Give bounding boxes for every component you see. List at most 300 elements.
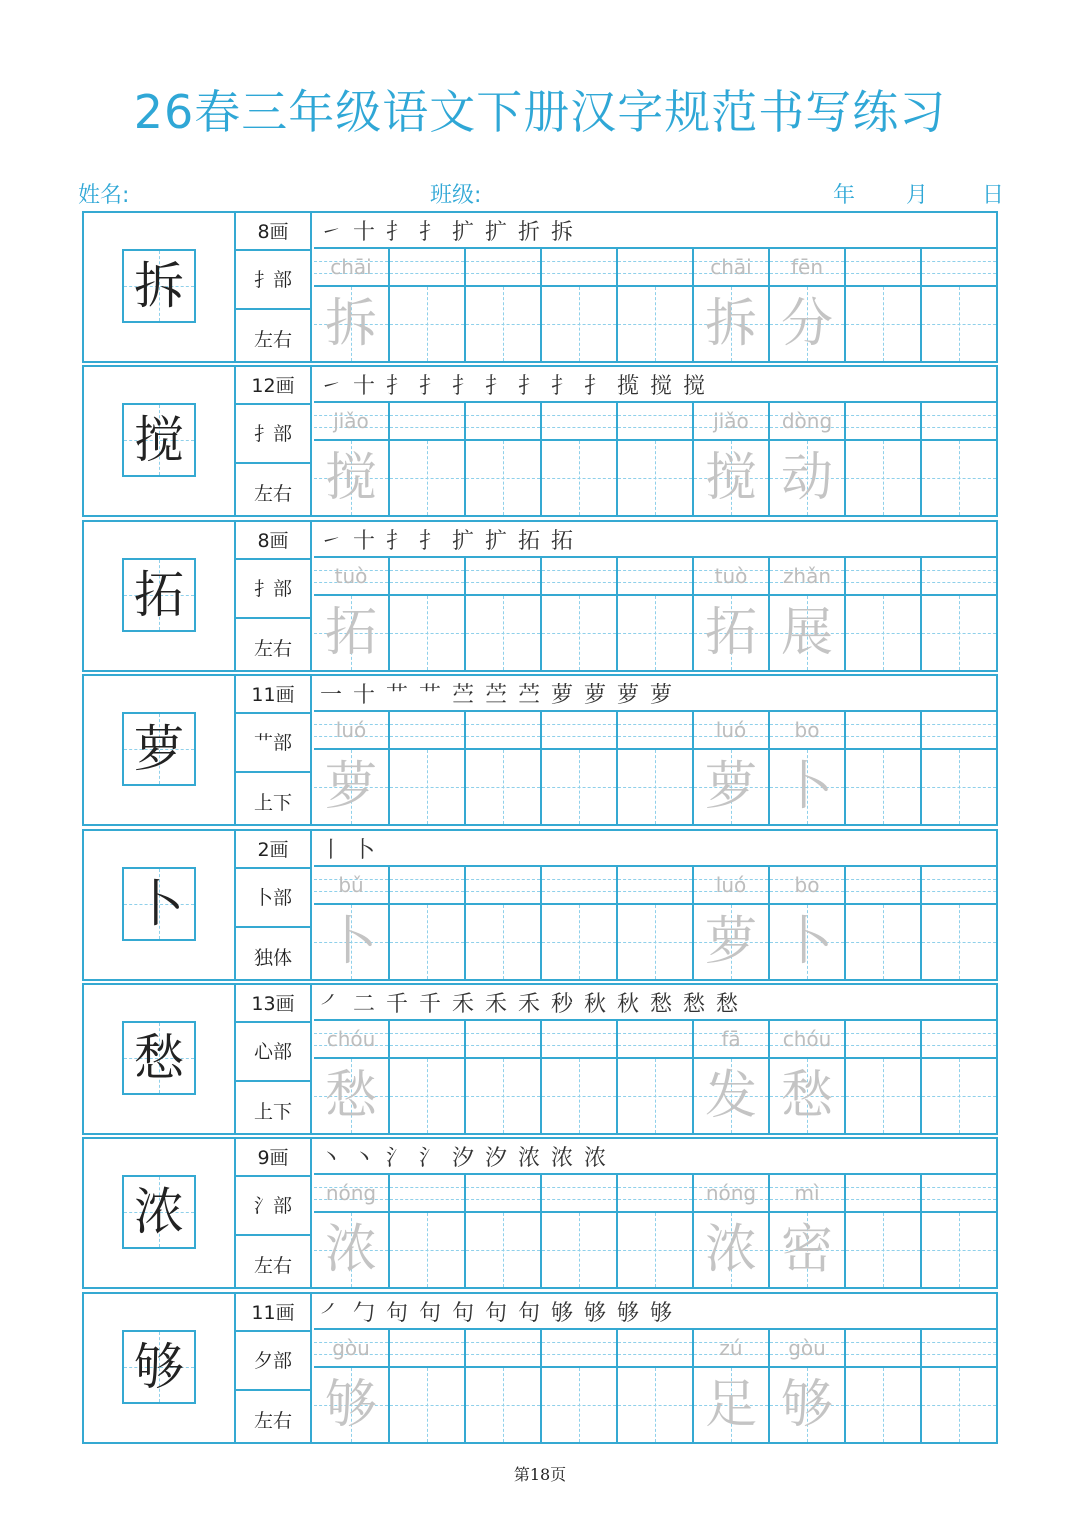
stroke-count: 12画 (251, 375, 295, 398)
pinyin-lines (542, 558, 616, 596)
writing-grid (314, 1330, 998, 1442)
model-cell (84, 985, 236, 1133)
pinyin-lines (922, 1021, 996, 1059)
trace-character (542, 596, 616, 670)
practice-cell[interactable] (314, 1175, 390, 1287)
stroke-step: 秋 (584, 991, 607, 1017)
model-cell (84, 831, 236, 979)
stroke-step: 拓 (551, 528, 574, 554)
pinyin-text: jiǎo (333, 409, 369, 434)
trace-character: 够 (324, 1374, 377, 1435)
pinyin-lines (390, 1330, 464, 1368)
model-character: 卜 (134, 874, 184, 933)
year-label: 年 (833, 183, 856, 208)
pinyin-lines (390, 712, 464, 750)
stroke-step: 句 (485, 1300, 508, 1326)
model-cell (84, 522, 236, 670)
stroke-step: ㇀ (320, 528, 343, 554)
pinyin-lines (846, 867, 920, 905)
stroke-step: 十 (353, 220, 376, 245)
practice-cell[interactable] (390, 1175, 466, 1287)
stroke-step: 拓 (518, 528, 541, 554)
stroke-count: 11画 (251, 1301, 295, 1324)
pinyin-lines (618, 558, 692, 596)
stroke-order-row (314, 985, 998, 1021)
stroke-step: 萝 (650, 683, 673, 709)
practice-cell[interactable] (314, 403, 390, 515)
pinyin-text: chóu (326, 1026, 376, 1051)
character-block (82, 365, 998, 517)
model-character: 愁 (134, 1028, 184, 1087)
pinyin-lines (846, 1175, 920, 1213)
trace-character (390, 1368, 464, 1442)
pinyin-lines (922, 712, 996, 750)
practice-cell[interactable] (694, 249, 770, 361)
pinyin-lines (922, 249, 996, 287)
pinyin-text: luó (715, 718, 747, 743)
stroke-step: 十 (353, 683, 376, 709)
pinyin-lines (466, 1330, 540, 1368)
day-label: 日 (982, 183, 1005, 208)
practice-cell[interactable] (922, 249, 998, 361)
practice-cell[interactable] (846, 403, 922, 515)
pinyin-text: chāi (710, 255, 752, 279)
stroke-step: 禾 (518, 991, 541, 1017)
practice-cell[interactable] (618, 1021, 694, 1133)
model-box (122, 403, 196, 477)
practice-cell[interactable] (846, 1021, 922, 1133)
pinyin-lines (542, 1021, 616, 1059)
practice-cell[interactable] (314, 867, 390, 979)
character-block (82, 1137, 998, 1289)
stroke-step: 扩 (452, 220, 475, 245)
stroke-step: 搅 (683, 374, 706, 400)
stroke-step: 汐 (452, 1146, 475, 1172)
pinyin-text: zhǎn (782, 563, 832, 588)
structure-label: 上下 (253, 1100, 292, 1123)
practice-cell[interactable] (846, 867, 922, 979)
practice-cell[interactable] (542, 558, 618, 670)
trace-character (466, 1059, 540, 1133)
trace-character: 拆 (324, 294, 377, 354)
stroke-step: 浓 (551, 1146, 574, 1172)
practice-cell[interactable] (390, 712, 466, 824)
pinyin-lines (390, 249, 464, 287)
stroke-order-row (314, 213, 998, 249)
trace-character (846, 1213, 920, 1287)
structure-label: 左右 (253, 637, 292, 660)
practice-cell[interactable] (466, 867, 542, 979)
stroke-step: 十 (353, 528, 376, 554)
model-box (122, 1330, 196, 1404)
practice-cell[interactable] (542, 712, 618, 824)
character-info (236, 1139, 312, 1287)
stroke-step: 扩 (485, 220, 508, 245)
pinyin-lines (618, 867, 692, 905)
writing-grid (314, 712, 998, 824)
trace-character (922, 441, 996, 515)
practice-cell[interactable] (770, 1175, 846, 1287)
stroke-step: 十 (353, 374, 376, 400)
practice-cell[interactable] (618, 1330, 694, 1442)
pinyin-lines (466, 1175, 540, 1213)
pinyin-text: nóng (325, 1181, 377, 1206)
practice-cell[interactable] (694, 558, 770, 670)
stroke-step: 拆 (551, 220, 574, 245)
stroke-step: 扌 (584, 374, 607, 400)
practice-cell[interactable] (770, 1330, 846, 1442)
pinyin-text: luó (335, 718, 367, 743)
practice-cell[interactable] (770, 249, 846, 361)
pinyin-text: dòng (781, 409, 833, 434)
trace-character: 萝 (704, 911, 757, 972)
practice-cell[interactable] (846, 249, 922, 361)
stroke-step: 搅 (650, 374, 673, 400)
stroke-step: 折 (518, 220, 541, 245)
stroke-step: 愁 (683, 991, 706, 1017)
stroke-step: 苎 (518, 683, 541, 709)
model-character: 浓 (134, 1183, 184, 1242)
stroke-step: 扌 (518, 374, 541, 400)
model-cell (84, 213, 236, 361)
trace-character: 动 (780, 448, 833, 509)
trace-character (922, 1059, 996, 1133)
stroke-step: 苎 (452, 683, 475, 709)
practice-cell[interactable] (466, 1330, 542, 1442)
practice-cell[interactable] (922, 558, 998, 670)
model-character: 够 (134, 1337, 184, 1396)
stroke-step: ㇒ (320, 991, 343, 1017)
pinyin-lines (542, 1330, 616, 1368)
pinyin-lines (846, 712, 920, 750)
practice-cell[interactable] (922, 1021, 998, 1133)
character-info (236, 522, 312, 670)
pinyin-lines (618, 403, 692, 441)
pinyin-lines (542, 712, 616, 750)
practice-cell[interactable] (390, 558, 466, 670)
practice-cell[interactable] (542, 1175, 618, 1287)
pinyin-text: jiǎo (713, 409, 749, 434)
stroke-step: 扌 (485, 374, 508, 400)
practice-cell[interactable] (466, 249, 542, 361)
trace-character (618, 1213, 692, 1287)
stroke-step: 浓 (518, 1146, 541, 1172)
page-title: 26春三年级语文下册汉字规范书写练习 (133, 85, 947, 139)
pinyin-lines (466, 558, 540, 596)
stroke-step: 苎 (485, 683, 508, 709)
stroke-step: 秒 (551, 991, 574, 1017)
trace-character (846, 287, 920, 361)
pinyin-lines (618, 1175, 692, 1213)
practice-cell[interactable] (618, 1175, 694, 1287)
model-box (122, 1175, 196, 1249)
trace-character (846, 1368, 920, 1442)
trace-character (390, 750, 464, 824)
trace-character (542, 441, 616, 515)
practice-cell[interactable] (618, 249, 694, 361)
stroke-step: 艹 (419, 683, 442, 709)
stroke-step: 够 (584, 1300, 607, 1326)
trace-character: 愁 (324, 1065, 377, 1126)
practice-cell[interactable] (618, 867, 694, 979)
character-info (236, 367, 312, 515)
pinyin-lines (390, 403, 464, 441)
writing-grid (314, 558, 998, 670)
trace-character (466, 1368, 540, 1442)
practice-cell[interactable] (466, 1175, 542, 1287)
character-info (236, 213, 312, 361)
practice-cell[interactable] (770, 712, 846, 824)
practice-cell[interactable] (314, 1021, 390, 1133)
practice-cell[interactable] (466, 712, 542, 824)
stroke-step: ㇀ (320, 220, 343, 245)
radical-label: 扌部 (253, 423, 292, 446)
practice-cell[interactable] (466, 403, 542, 515)
stroke-step: 扌 (419, 374, 442, 400)
stroke-step: 丨 (320, 837, 343, 863)
stroke-step: 扌 (419, 528, 442, 554)
structure-label: 左右 (253, 1255, 292, 1278)
pinyin-lines (542, 249, 616, 287)
structure-label: 上下 (253, 792, 292, 815)
stroke-step: 千 (386, 991, 409, 1017)
stroke-step: 够 (617, 1300, 640, 1326)
trace-character (922, 905, 996, 979)
pinyin-lines (390, 1175, 464, 1213)
pinyin-text: bo (794, 718, 820, 743)
practice-cell[interactable] (770, 403, 846, 515)
stroke-order-row (314, 1294, 998, 1330)
pinyin-text: tuò (334, 563, 368, 588)
trace-character (846, 905, 920, 979)
pinyin-lines (846, 558, 920, 596)
trace-character: 展 (780, 602, 833, 663)
model-box (122, 249, 196, 323)
practice-cell[interactable] (694, 1330, 770, 1442)
pinyin-lines (618, 249, 692, 287)
structure-label: 左右 (253, 1409, 292, 1432)
character-block (82, 1292, 998, 1444)
stroke-step: 汐 (485, 1146, 508, 1172)
trace-character: 卜 (324, 911, 377, 972)
practice-cell[interactable] (542, 249, 618, 361)
practice-cell[interactable] (922, 403, 998, 515)
trace-character (542, 750, 616, 824)
page-number: 第18页 (513, 1465, 567, 1484)
stroke-order-row (314, 367, 998, 403)
practice-cell[interactable] (542, 867, 618, 979)
stroke-step: 扌 (551, 374, 574, 400)
practice-cell[interactable] (922, 867, 998, 979)
trace-character: 浓 (324, 1220, 377, 1281)
pinyin-text: bǔ (338, 872, 364, 897)
stroke-step: 萝 (584, 683, 607, 709)
pinyin-lines (618, 1330, 692, 1368)
stroke-count: 8画 (257, 221, 289, 243)
character-block (82, 520, 998, 672)
practice-cell[interactable] (694, 712, 770, 824)
stroke-step: 禾 (452, 991, 475, 1017)
stroke-step: ㇒ (320, 1300, 343, 1326)
practice-cell[interactable] (314, 712, 390, 824)
practice-cell[interactable] (466, 1021, 542, 1133)
trace-character: 搅 (324, 448, 377, 509)
character-block (82, 674, 998, 826)
stroke-step: 氵 (419, 1146, 442, 1172)
trace-character (466, 1213, 540, 1287)
trace-character: 拆 (704, 294, 757, 354)
stroke-order-row (314, 1139, 998, 1175)
stroke-step: 句 (419, 1300, 442, 1326)
stroke-count: 8画 (257, 529, 289, 552)
pinyin-lines (542, 1175, 616, 1213)
model-cell (84, 676, 236, 824)
practice-cell[interactable] (846, 712, 922, 824)
trace-character (922, 1213, 996, 1287)
stroke-step: 扩 (452, 528, 475, 554)
trace-character: 够 (780, 1374, 833, 1435)
pinyin-lines (922, 558, 996, 596)
practice-cell[interactable] (390, 1021, 466, 1133)
stroke-step: 卜 (353, 837, 376, 863)
pinyin-text: nóng (705, 1181, 757, 1206)
practice-cell[interactable] (694, 1021, 770, 1133)
model-cell (84, 367, 236, 515)
practice-cell[interactable] (390, 403, 466, 515)
practice-blocks (82, 211, 998, 1446)
practice-cell[interactable] (618, 558, 694, 670)
stroke-step: 扌 (452, 374, 475, 400)
pinyin-text: luó (715, 872, 747, 897)
pinyin-lines (922, 1330, 996, 1368)
stroke-order-row (314, 522, 998, 558)
structure-label: 左右 (253, 483, 292, 506)
practice-cell[interactable] (390, 867, 466, 979)
character-info (236, 831, 312, 979)
practice-cell[interactable] (390, 249, 466, 361)
pinyin-lines (390, 1021, 464, 1059)
trace-character: 愁 (780, 1065, 833, 1126)
pinyin-text: mì (794, 1181, 820, 1206)
pinyin-text: chāi (330, 255, 372, 279)
stroke-step: 扌 (386, 220, 409, 245)
model-cell (84, 1139, 236, 1287)
pinyin-lines (846, 249, 920, 287)
stroke-order-row (314, 676, 998, 712)
trace-character: 萝 (704, 757, 757, 818)
practice-cell[interactable] (694, 403, 770, 515)
practice-cell[interactable] (846, 1175, 922, 1287)
character-info (236, 1294, 312, 1442)
practice-cell[interactable] (770, 1021, 846, 1133)
practice-cell[interactable] (922, 712, 998, 824)
stroke-step: 二 (353, 991, 376, 1017)
character-info (236, 676, 312, 824)
trace-character (618, 441, 692, 515)
model-character: 拆 (134, 257, 184, 315)
pinyin-text: fēn (790, 255, 824, 279)
practice-cell[interactable] (846, 558, 922, 670)
stroke-count: 9画 (257, 1147, 289, 1170)
practice-cell[interactable] (314, 558, 390, 670)
trace-character (466, 750, 540, 824)
practice-cell[interactable] (542, 403, 618, 515)
practice-cell[interactable] (390, 1330, 466, 1442)
trace-character (542, 1059, 616, 1133)
writing-grid (314, 249, 998, 361)
pinyin-text: chóu (782, 1026, 832, 1051)
structure-label: 左右 (253, 329, 292, 351)
stroke-step: 千 (419, 991, 442, 1017)
pinyin-lines (466, 249, 540, 287)
trace-character (466, 287, 540, 361)
pinyin-lines (390, 558, 464, 596)
character-block (82, 211, 998, 363)
practice-cell[interactable] (314, 1330, 390, 1442)
pinyin-text: fā (721, 1026, 741, 1051)
stroke-step: 艹 (386, 683, 409, 709)
trace-character (846, 750, 920, 824)
trace-character (618, 596, 692, 670)
pinyin-lines (846, 1330, 920, 1368)
pinyin-lines (846, 1021, 920, 1059)
practice-cell[interactable] (618, 403, 694, 515)
radical-label: 心部 (253, 1040, 292, 1063)
writing-grid (314, 1021, 998, 1133)
practice-cell[interactable] (542, 1021, 618, 1133)
trace-character: 浓 (704, 1220, 757, 1281)
practice-cell[interactable] (466, 558, 542, 670)
trace-character (846, 441, 920, 515)
stroke-step: 扌 (419, 220, 442, 245)
practice-cell[interactable] (922, 1330, 998, 1442)
trace-character (390, 441, 464, 515)
model-box (122, 712, 196, 786)
stroke-step: 句 (452, 1300, 475, 1326)
stroke-count: 2画 (257, 838, 289, 861)
character-info (236, 985, 312, 1133)
trace-character (618, 1059, 692, 1133)
trace-character (542, 287, 616, 361)
pinyin-lines (466, 867, 540, 905)
trace-character (542, 905, 616, 979)
trace-character: 发 (704, 1065, 757, 1126)
radical-label: 夕部 (253, 1349, 292, 1372)
stroke-step: 扌 (386, 528, 409, 554)
practice-cell[interactable] (618, 712, 694, 824)
pinyin-lines (922, 867, 996, 905)
practice-cell[interactable] (314, 249, 390, 361)
stroke-step: 秋 (617, 991, 640, 1017)
practice-cell[interactable] (694, 867, 770, 979)
practice-cell[interactable] (922, 1175, 998, 1287)
practice-cell[interactable] (770, 558, 846, 670)
trace-character: 分 (780, 294, 833, 354)
model-box (122, 558, 196, 632)
trace-character: 拓 (324, 602, 377, 663)
practice-cell[interactable] (770, 867, 846, 979)
practice-cell[interactable] (542, 1330, 618, 1442)
practice-cell[interactable] (694, 1175, 770, 1287)
model-character: 拓 (134, 565, 184, 624)
stroke-step: 萝 (617, 683, 640, 709)
writing-grid (314, 1175, 998, 1287)
stroke-step: 丶 (353, 1146, 376, 1172)
practice-cell[interactable] (846, 1330, 922, 1442)
trace-character (390, 905, 464, 979)
pinyin-text: gòu (788, 1335, 826, 1360)
class-label: 班级: (430, 183, 482, 208)
